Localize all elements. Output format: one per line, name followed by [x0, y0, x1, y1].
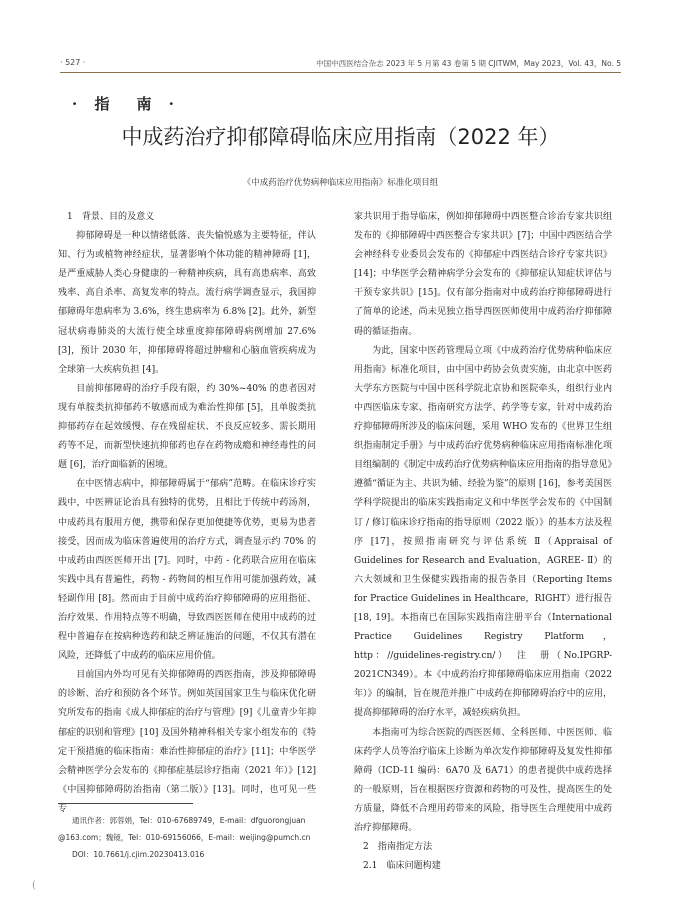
- footnote-divider: [58, 803, 193, 804]
- paragraph: 抑郁障碍是一种以情绪低落、丧失愉悦感为主要特征，伴认知、行为或植物神经症状，显著影响个体功能的精神障碍 [1]，是严重威胁人类心身健康的一种精神疾病，具有高患病率、高致残率、高自杀率、高复发率的特点。流行病学调查显示，我国抑郁障碍年患病率为 3.6%，终生患病率为 6.8% [2]。此外，新型冠状病毒肺炎的大流行使全球重度抑郁障碍病例增加 27.6% [3]，预计 2030 年，抑郁障碍将超过肿瘤和心脑血管疾病成为全球第一大疾病负担 [4]。: [58, 231, 316, 375]
- right-column: [354, 208, 612, 876]
- section-label: · 指 南 ·: [72, 95, 180, 113]
- footnote: [58, 812, 328, 863]
- left-column: [58, 208, 316, 819]
- footnote-doi: DOI：10.7661/j.cjim.20230413.016: [72, 850, 205, 859]
- page-number: · 527 ·: [60, 58, 86, 67]
- corner-mark: (: [32, 880, 36, 891]
- running-header: [60, 58, 621, 73]
- article-title: 中成药治疗抑郁障碍临床应用指南（2022 年）: [121, 125, 560, 149]
- paragraph: 本指南可为综合医院的西医医师、全科医师、中医医师、临床药学人员等治疗临床上诊断为单次发作抑郁障碍及复发性抑郁障碍（ICD-11 编码：6A70 及 6A71）的患者提供中成药选择的一般原则，旨在根据医疗资源和药物的可及性，提高医生的处方质量，降低不合理用药带来的风险，指导医生合理使用中成药治疗抑郁障碍。: [354, 727, 612, 833]
- footnote-email: @163.com；魏镜，Tel：010-69156066，E-mail：weijing@pumch.cn: [58, 833, 311, 842]
- section-heading: 2 指南指定方法: [363, 842, 433, 853]
- journal-citation: 中国中西医结合杂志 2023 年 5 月第 43 卷第 5 期 CJITWM，May 2023，Vol. 43，No. 5: [316, 59, 621, 68]
- paragraph: 在中医情志病中，抑郁障碍属于“郁病”范畴。在临床诊疗实践中，中医辨证论治具有独特的优势，且相比于传统中药汤剂，中成药具有服用方便，携带和保存更加便捷等优势，更易为患者接受，因而成为临床普遍使用的治疗方式，调查显示约 70% 的中成药由西医医师开出 [7]。同时，中药 - 化药联合应用在临床实践中具有普遍性，药物 - 药物间的相互作用可能加强药效，减轻副作用 [8]。然而由于目前中成药治疗抑郁障碍的应用指征、治疗效果、作用特点等不明确，导致西医医师在使用中成药的过程中普遍存在按病种选药和缺乏辨证施治的问题，不仅其有潜在风险，还降低了中成药的临床应用价值。: [58, 479, 316, 662]
- author-committee: 《中成药治疗优势病种临床应用指南》标准化项目组: [242, 178, 439, 188]
- subsection-heading: 2.1 临床问题构建: [363, 861, 441, 872]
- paragraph: 为此，国家中医药管理局立项《中成药治疗优势病种临床应用指南》标准化项目，由中国中药协会负责实施，由北京中医药大学东方医院与中国中医科学院北京协和医院牵头，组织行业内中西医临床专家、指南研究方法学、药学等专家，针对中成药治疗抑郁障碍所涉及的临床问题，采用 WHO 发布的《世界卫生组织指南制定手册》与中成药治疗优势病种临床应用指南标准化项目组编制的《制定中成药治疗优势病种临床应用指南的指导意见》遵循“循证为主、共识为辅、经验为鉴”的原则 [16]，参考美国医学科学院提出的临床实践指南定义和中华医学会发布的《中国制订 / 修订临床诊疗指南的指导原则（2022 版）》的基本方法及程序 [17]，按照指南研究与评估系统 Ⅱ（Appraisal of Guidelines for Research and Evaluation，AGREE- Ⅱ）的六大领域和卫生保健实践指南的报告条目（Reporting Items for Practice Guidelines in Healthcare，RIGHT）进行报告 [18, 19]。本指南已在国际实践指南注册平台（International Practice Guidelines Registry Platform，http：//guidelines-registry.cn/） 注 册（No.IPGRP-2021CN349）。本《中成药治疗抑郁障碍临床应用指南（2022 年）》的编制，旨在规范并推广中成药在抑郁障碍治疗中的应用，提高抑郁障碍的治疗水平，减轻疾病负担。: [354, 345, 612, 719]
- footnote-correspondence: 通讯作者：郭蓉娟，Tel：010-67689749，E-mail：dfguorongjuan: [72, 816, 306, 825]
- paragraph-continued: 家共识用于指导临床，例如抑郁障碍中西医整合诊治专家共识组发布的《抑郁障碍中西医整合专家共识》[7]；中国中西医结合学会神经科专业委员会发布的《抑郁症中西医结合诊疗专家共识》[14]；中华医学会精神病学分会发布的《抑郁症认知症状评估与干预专家共识》[15]。仅有部分指南对中成药治疗抑郁障碍进行了简单的论述，尚未见独立指导西医医师使用中成药治疗抑郁障碍的循证指南。: [354, 212, 612, 337]
- paragraph: 目前抑郁障碍的治疗手段有限，约 30%~40% 的患者因对现有单胺类抗抑郁药不敏感而成为难治性抑郁 [5]，且单胺类抗抑郁药存在起效缓慢、存在残留症状、不良反应较多、需长期用药等不足，而新型快速抗抑郁药也存在药物成瘾和神经毒性的问题 [6]，治疗面临新的困境。: [58, 383, 316, 471]
- section-heading: 1 背景、目的及意义: [67, 212, 155, 222]
- paragraph: 目前国内外均可见有关抑郁障碍的西医指南，涉及抑郁障碍的诊断、治疗和预防各个环节。例如英国国家卫生与临床优化研究所发布的指南《成人抑郁症的治疗与管理》[9]《儿童青少年抑郁症的识别和管理》[10] 及国外精神科相关专家小组发布的《特定干预措施的临床指南：难治性抑郁症的治疗》[11]；中华医学会精神医学分会发布的《抑郁症基层诊疗指南（2021 年）》[12]《中国抑郁障碍防治指南（第二版）》[13]。同时，也可见一些专: [58, 670, 316, 814]
